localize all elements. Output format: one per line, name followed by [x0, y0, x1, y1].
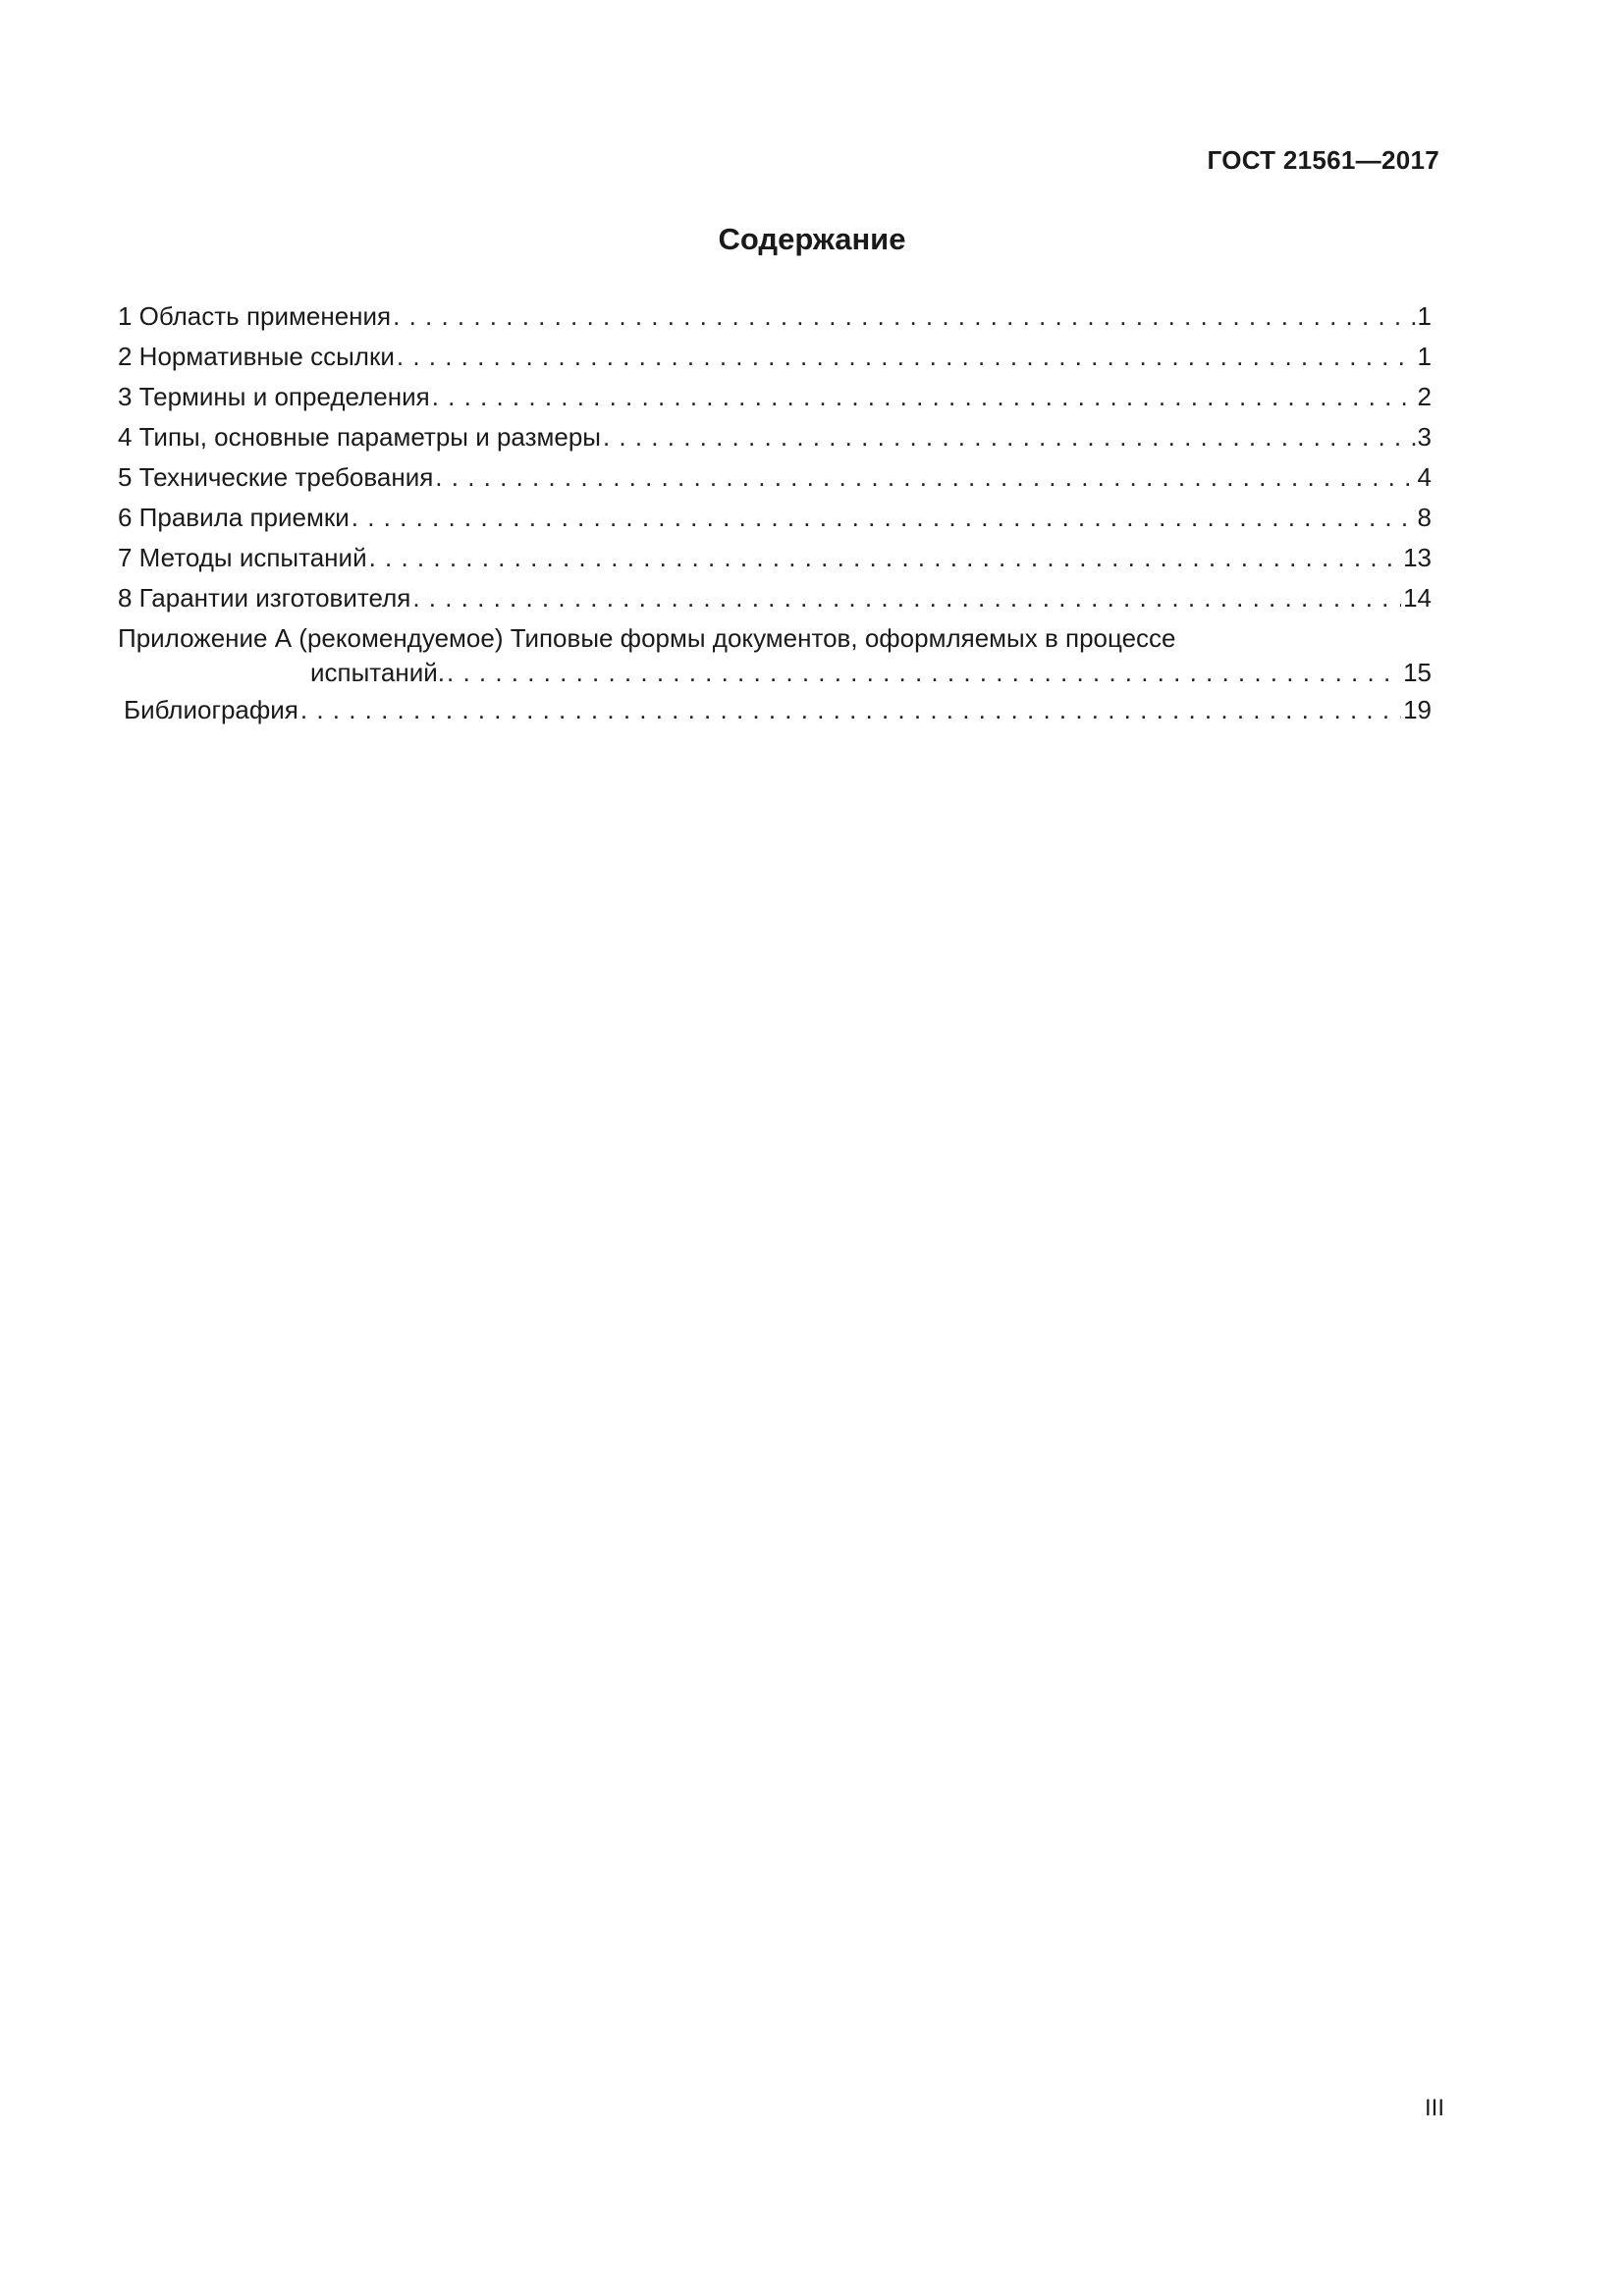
toc-leader-dots	[397, 337, 1416, 377]
toc-entry-page: 13	[1403, 543, 1432, 572]
toc-leader-dots	[447, 655, 1401, 690]
toc-leader-dots	[300, 690, 1401, 730]
toc-entry-title: 6 Правила приемки	[118, 503, 350, 532]
toc-leader-dots	[369, 538, 1401, 578]
toc-entry-page: 1	[1417, 342, 1432, 371]
toc-leader-dots	[393, 296, 1415, 337]
toc-entry-title: Библиография	[124, 695, 298, 724]
page-number: III	[1424, 2095, 1444, 2121]
toc-entry-title: 2 Нормативные ссылки	[118, 342, 395, 371]
toc-entry	[118, 296, 1432, 337]
toc-entry-page: 15	[1403, 658, 1432, 687]
toc-leader-dots	[603, 417, 1416, 457]
toc-title: Содержание	[718, 222, 906, 256]
toc-entry-page: 19	[1403, 695, 1432, 724]
toc-entry	[118, 417, 1432, 457]
toc-appendix-title-continued: испытаний.	[310, 658, 445, 687]
toc-entry	[118, 578, 1432, 618]
toc-entry-page: 4	[1417, 462, 1432, 492]
toc-entry	[118, 457, 1432, 498]
toc-leader-dots	[432, 377, 1416, 417]
toc-entry-page: 1	[1417, 301, 1432, 331]
toc-entry	[118, 337, 1432, 377]
toc-leader-dots	[412, 578, 1401, 618]
toc-entry-page: 3	[1417, 422, 1432, 452]
toc-entry	[118, 498, 1432, 538]
toc-leader-dots	[352, 498, 1416, 538]
toc-entry-title: 3 Термины и определения	[118, 382, 430, 411]
toc-entry-title: 5 Технические требования	[118, 462, 434, 492]
toc-appendix-title: Приложение А (рекомендуемое) Типовые формы документов, оформляемых в процессе	[118, 623, 1176, 653]
toc-entry	[118, 538, 1432, 578]
toc-entry-appendix	[118, 621, 1432, 690]
toc-entry-page: 14	[1403, 583, 1432, 613]
toc-entry-title: 1 Область применения	[118, 301, 392, 331]
toc-entry-title: 4 Типы, основные параметры и размеры	[118, 422, 601, 452]
toc-entry-title: 8 Гарантии изготовителя	[118, 583, 411, 613]
toc-entry-page: 8	[1417, 503, 1432, 532]
document-code: ГОСТ 21561—2017	[1207, 145, 1439, 175]
table-of-contents	[118, 296, 1432, 730]
toc-entry-title: 7 Методы испытаний	[118, 543, 367, 572]
toc-entry-page: 2	[1417, 382, 1432, 411]
toc-entry-bibliography	[118, 690, 1432, 730]
toc-entry	[118, 377, 1432, 417]
toc-leader-dots	[435, 457, 1415, 498]
